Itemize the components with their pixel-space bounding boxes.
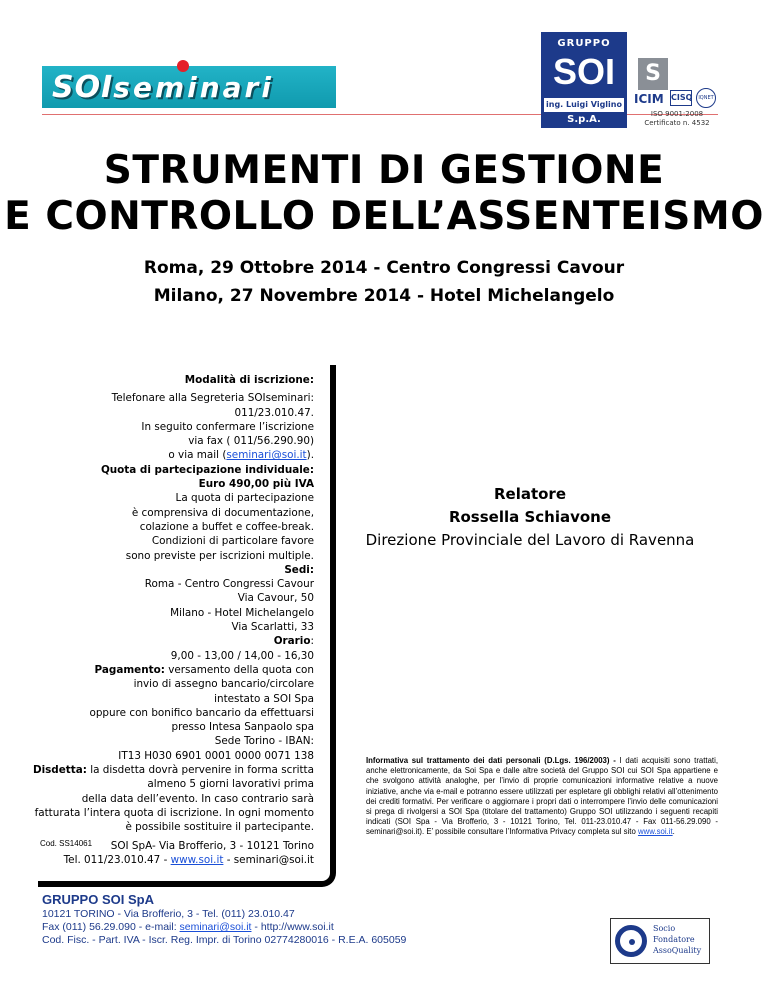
pagamento-line: presso Intesa Sanpaolo spa: [171, 721, 314, 734]
sedi-heading: Sedi:: [284, 563, 314, 576]
gruppo-founder: ing. Luigi Viglino: [544, 98, 624, 112]
speaker-role: Direzione Provinciale del Lavoro di Ravenna: [365, 531, 695, 549]
gruppo-name: SOI: [552, 51, 615, 92]
privacy-notice: [366, 756, 718, 838]
pagamento-line: oppure con bonifico bancario da effettuarsi: [89, 706, 314, 719]
orario-colon: :: [310, 635, 314, 648]
footer-company: GRUPPO SOI SpA: [42, 892, 154, 907]
icim-s-icon: S: [638, 58, 668, 90]
pagamento-heading: Pagamento:: [94, 663, 165, 676]
sedi-line: Via Cavour, 50: [237, 592, 314, 605]
orario-value: 9,00 - 13,00 / 14,00 - 16,30: [170, 649, 314, 662]
disdetta-line: [14, 763, 314, 777]
speaker-name: Rossella Schiavone: [448, 508, 612, 526]
footer-email-link[interactable]: seminari@soi.it: [179, 921, 252, 933]
orario-heading: Orario: [273, 635, 311, 648]
iban-value: IT13 H030 6901 0001 0000 0071 138: [118, 749, 314, 762]
assoquality-logo: [610, 918, 710, 964]
document-title: [0, 148, 768, 240]
pagamento-line: [14, 663, 314, 677]
footer-contact: [42, 921, 562, 934]
assoquality-text: [653, 923, 701, 956]
footer-address: 10121 TORINO - Via Brofferio, 3 - Tel. (011) 23.010.47: [42, 908, 295, 920]
title-line-1: STRUMENTI DI GESTIONE: [103, 148, 665, 193]
logo-suffix: seminari: [113, 71, 274, 104]
orario-heading-line: [14, 634, 314, 648]
mail-suffix: ).: [306, 449, 314, 462]
cisq-badge: CISQ: [670, 90, 692, 106]
registration-info-content: [14, 373, 314, 867]
soiseminari-logo: [42, 60, 336, 108]
iso-standard: ISO 9001:2008: [650, 110, 704, 118]
quota-value: Euro 490,00 più IVA: [198, 478, 314, 491]
iscrizione-line: Telefonare alla Segreteria SOIseminari:: [111, 392, 314, 405]
pagamento-line: Sede Torino - IBAN:: [214, 735, 314, 748]
iscrizione-line: via fax ( 011/56.290.90): [188, 435, 314, 448]
disdetta-line: è possibile sostituire il partecipante.: [125, 821, 314, 834]
logo-text: [52, 70, 274, 105]
contact-line: [14, 853, 314, 867]
contact-address: SOI SpA- Via Brofferio, 3 - 10121 Torino: [110, 839, 314, 852]
quota-heading: Quota di partecipazione individuale:: [100, 463, 314, 476]
document-code: Cod. SS14061: [40, 839, 93, 848]
sedi-line: Milano - Hotel Michelangelo: [170, 606, 314, 619]
sedi-line: Roma - Centro Congressi Cavour: [144, 578, 314, 591]
footer: [42, 892, 562, 947]
privacy-end: .: [672, 827, 675, 837]
certification-logos: [632, 58, 722, 128]
iqnet-badge: IQNET: [696, 88, 716, 108]
quota-line: sono previste per iscrizioni multiple.: [125, 549, 314, 562]
disdetta-line: fatturata l’intera quota di iscrizione. In ogni momento: [34, 806, 314, 819]
event-rome: Roma, 29 Ottobre 2014 - Centro Congressi Cavour: [143, 258, 625, 278]
disdetta-heading: Disdetta:: [32, 764, 87, 777]
disdetta-text: la disdetta dovrà pervenire in forma scritta: [86, 764, 314, 777]
gruppo-label: GRUPPO: [557, 38, 611, 49]
privacy-heading: Informativa sul trattamento dei dati personali (D.Lgs. 196/2003) -: [366, 756, 616, 765]
speaker-label: Relatore: [493, 485, 567, 503]
pagamento-line: intestato a SOI Spa: [214, 692, 314, 705]
logo-prefix: SOI: [52, 70, 114, 105]
assoquality-line: Fondatore: [653, 935, 695, 944]
contact-phone: Tel. 011/23.010.47 -: [63, 853, 171, 866]
iscrizione-heading: Modalità di iscrizione:: [184, 374, 314, 386]
quota-line: La quota di partecipazione: [175, 492, 314, 505]
speaker-block: [345, 483, 715, 551]
footer-registration: Cod. Fisc. - Part. IVA - Iscr. Reg. Impr. di Torino 02774280016 - R.E.A. 605059: [42, 934, 407, 946]
certificate-number: Certificato n. 4532: [644, 119, 710, 127]
privacy-body: I dati acquisiti sono trattati, anche elettronicamente, da Soi Spa e dalle altre società del Gruppo SOI cui SOI Spa appartiene e che svolgono attività analoghe, per l’invio di proprie comunicazioni informative relative a nuove iniziative, anche via e-mail e potranno essere utilizzati per espletare gli obblighi relativi all’ottenimento dei crediti formativi. Per verificare o aggiornare i propri dati o interrompere l’invio delle comunicazioni si prega di rivolgersi a SOI Spa (titolare del trattamento) Gruppo SOI utilizzando i seguenti recapiti indicati (SOI Spa - Via Brofferio, 3 - 10121 Torino, Tel. 011-23.010.47 - Fax 011-56.29.090 - seminari@soi.it). E’ possibile consultare l’Informativa Privacy completa sul sito: [366, 756, 718, 837]
gruppo-soi-logo: [541, 32, 627, 128]
quota-line: colazione a buffet e coffee-break.: [139, 520, 314, 533]
quota-line: è comprensiva di documentazione,: [131, 506, 314, 519]
privacy-website-link[interactable]: www.soi.it: [637, 827, 673, 837]
sedi-line: Via Scarlatti, 33: [231, 621, 314, 634]
event-milan: Milano, 27 Novembre 2014 - Hotel Michelangelo: [153, 286, 615, 306]
mail-prefix: o via mail (: [168, 449, 227, 462]
assoquality-ring-icon: [615, 925, 647, 957]
footer-website: - http://www.soi.it: [251, 921, 334, 933]
title-line-2: E CONTROLLO DELL’ASSENTEISMO: [4, 194, 764, 239]
assoquality-line: Socio: [653, 924, 676, 933]
contact-email: - seminari@soi.it: [223, 853, 314, 866]
pagamento-line: invio di assegno bancario/circolare: [133, 678, 314, 691]
iscrizione-mail-line: [14, 448, 314, 462]
gruppo-spa: S.p.A.: [567, 114, 601, 125]
disdetta-line: della data dell’evento. In caso contrario sarà: [81, 792, 314, 805]
quota-line: Condizioni di particolare favore: [151, 535, 314, 548]
iso-certificate: [632, 110, 722, 128]
iscrizione-line: 011/23.010.47.: [234, 406, 314, 419]
icim-label: ICIM: [634, 92, 664, 106]
website-link[interactable]: www.soi.it: [170, 853, 224, 866]
registration-info-box: [32, 365, 336, 887]
seminari-email-link[interactable]: seminari@soi.it: [226, 449, 307, 462]
footer-fax: Fax (011) 56.29.090 - e-mail:: [42, 921, 180, 933]
pagamento-text: versamento della quota con: [164, 663, 314, 676]
assoquality-line: AssoQuality: [653, 946, 702, 955]
disdetta-line: almeno 5 giorni lavorativi prima: [147, 778, 314, 791]
iscrizione-line: In seguito confermare l’iscrizione: [141, 420, 314, 433]
